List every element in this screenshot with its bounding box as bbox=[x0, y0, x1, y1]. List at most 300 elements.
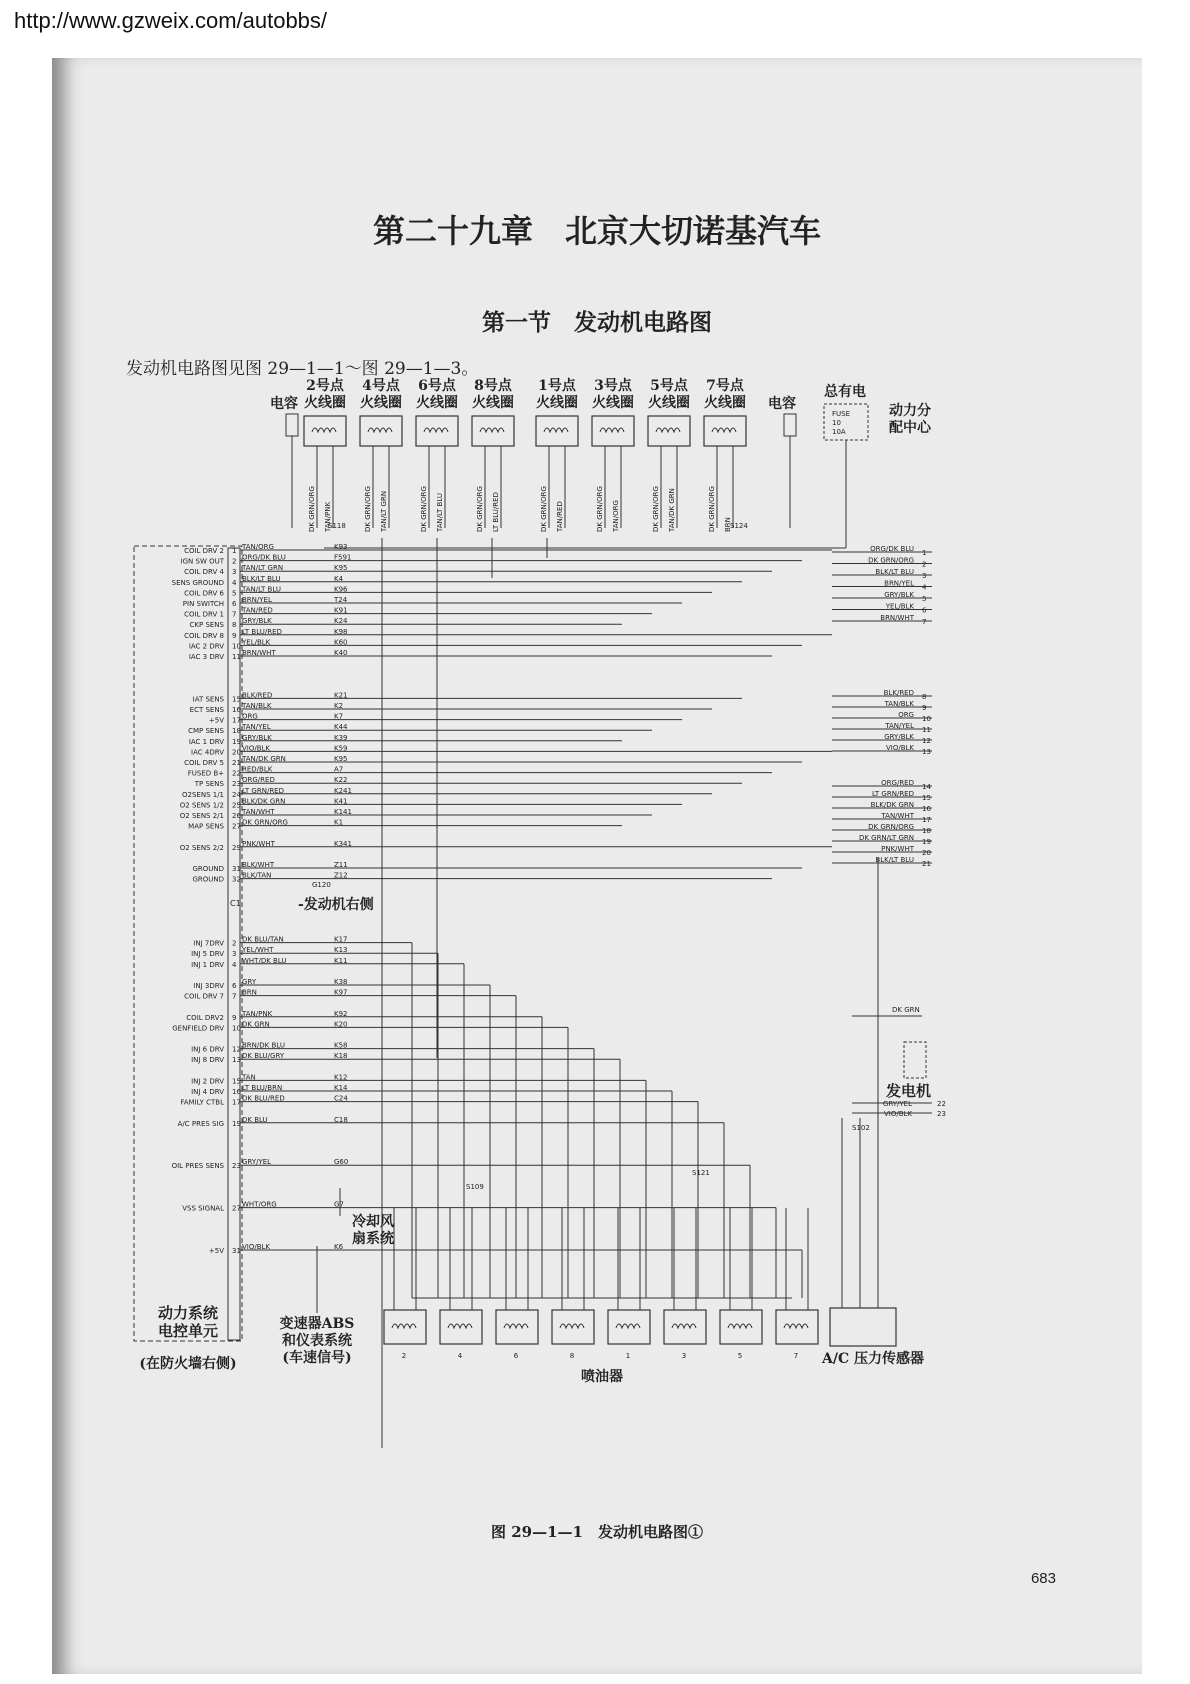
ecu-pin-number: 5 bbox=[232, 589, 237, 598]
trans-abs-label-line: (车速信号) bbox=[282, 1350, 352, 1366]
ecu-c-pin-wire-color: LT BLU/BRN bbox=[242, 1084, 283, 1092]
injector-box bbox=[776, 1310, 818, 1344]
right-pin-number: 14 bbox=[922, 783, 931, 791]
injector-number: 2 bbox=[401, 1352, 407, 1360]
right-pin-wire-color: ORG/RED bbox=[881, 779, 914, 787]
right-pin-number: 17 bbox=[922, 816, 931, 824]
right-pin-number: 15 bbox=[922, 794, 931, 802]
ecu-pin-name: CKP SENS bbox=[189, 621, 224, 630]
ecu-c-pin-code: G7 bbox=[334, 1200, 344, 1209]
ecu-pin-code: K98 bbox=[334, 627, 348, 636]
coil-wire-label: TAN/LT GRN bbox=[380, 490, 388, 532]
ecu-c-pin-name: INJ 7DRV bbox=[193, 939, 224, 948]
ecu-pin-code: K1 bbox=[334, 818, 344, 827]
coil-wire-label: TAN/PNK bbox=[324, 501, 332, 532]
ecu-pin-wire-color: BRN/YEL bbox=[242, 596, 272, 604]
injector-number: 4 bbox=[457, 1352, 463, 1360]
coil-winding-2 bbox=[368, 428, 392, 432]
right-pin-wire-color: DK GRN/ORG bbox=[868, 556, 914, 565]
ecu-c-pin-code: K17 bbox=[334, 935, 348, 944]
ecu-c-pin-code: K92 bbox=[334, 1009, 348, 1018]
ecu-pin-code: F591 bbox=[334, 553, 352, 562]
ecu-pin-number: 10 bbox=[232, 642, 241, 651]
ecu-pin-number: 22 bbox=[232, 769, 241, 778]
splice-s109: S109 bbox=[466, 1183, 484, 1191]
ecu-c-pin-name: +5V bbox=[208, 1247, 224, 1255]
ecu-c-pin-name: A/C PRES SIG bbox=[177, 1119, 224, 1128]
ecu-pin-number: 31 bbox=[232, 865, 241, 873]
coil-label-1-line: 2号点 bbox=[306, 378, 344, 394]
ecu-pin-code: K95 bbox=[334, 755, 348, 763]
right-pin-wire-color: TAN/BLK bbox=[884, 700, 914, 708]
ecu-pin-name: IAC 3 DRV bbox=[188, 653, 224, 661]
right-pin-wire-color: VIO/BLK bbox=[885, 744, 914, 752]
ecu-pin-wire-color: ORG/DK BLU bbox=[242, 553, 286, 562]
coil-box-1 bbox=[304, 416, 346, 446]
right-pin-wire-color: BLK/DK GRN bbox=[870, 801, 914, 809]
ecu-pin-number: 6 bbox=[232, 600, 237, 608]
ecu-c-pin-wire-color: WHT/ORG bbox=[242, 1200, 277, 1209]
ecu-c-pin-name: INJ 8 DRV bbox=[191, 1056, 224, 1065]
ecu-pin-code: K41 bbox=[334, 797, 348, 806]
right-pin-number: 6 bbox=[922, 606, 927, 615]
injector-number: 3 bbox=[681, 1352, 687, 1360]
ecu-c-pin-wire-color: TAN/PNK bbox=[242, 1009, 273, 1018]
chapter-title: 第二十九章 北京大切诺基汽车 bbox=[372, 212, 821, 250]
capacitor-right-label: 电容 bbox=[768, 396, 796, 412]
ecu-label bbox=[158, 1304, 218, 1340]
ecu-pin-code: K7 bbox=[334, 712, 344, 721]
right-pin-number: 9 bbox=[922, 704, 927, 712]
intro-text: 发动机电路图见图 29—1—1～图 29—1—3。 bbox=[126, 359, 479, 379]
ecu-pin-number: 18 bbox=[232, 727, 241, 736]
ecu-pin-name: TP SENS bbox=[194, 780, 224, 789]
injector-winding bbox=[616, 1324, 640, 1328]
ecu-location: (在防火墙右侧) bbox=[139, 1356, 237, 1372]
coil-wire-label: DK GRN/ORG bbox=[364, 486, 372, 532]
ecu-pin-code: K96 bbox=[334, 585, 348, 594]
ecu-pin-wire-color: BLK/TAN bbox=[242, 871, 272, 880]
ecu-c-pin-number: 17 bbox=[232, 1098, 241, 1107]
generator-pin-wire: GRY/YEL bbox=[882, 1100, 912, 1108]
coil-winding-4 bbox=[480, 428, 504, 432]
ecu-pin-name: IAC 1 DRV bbox=[188, 737, 224, 746]
trans-abs-label-line: 变速器ABS bbox=[279, 1316, 355, 1332]
ecu-c-pin-number: 10 bbox=[232, 1024, 241, 1033]
ecu-pin-code: A7 bbox=[334, 765, 344, 774]
coil-box-8 bbox=[704, 416, 746, 446]
ecu-pin-code: K22 bbox=[334, 776, 348, 785]
coil-label-5-line: 火线圈 bbox=[536, 395, 578, 411]
ecu-pin-code: K21 bbox=[334, 691, 348, 700]
injector-number: 5 bbox=[737, 1352, 743, 1360]
ecu-pin-number: 32 bbox=[232, 875, 241, 884]
ecu-c-pin-name: VSS SIGNAL bbox=[182, 1204, 224, 1213]
ecu-c-pin-wire-color: DK BLU/TAN bbox=[242, 935, 284, 944]
ecu-pin-number: 24 bbox=[232, 790, 241, 799]
ecu-pin-number: 25 bbox=[232, 801, 241, 810]
right-pin-wire-color: BLK/LT BLU bbox=[875, 568, 914, 576]
ecu-pin-name: COIL DRV 4 bbox=[184, 568, 224, 577]
coil-winding-7 bbox=[656, 428, 680, 432]
ecu-c-pin-wire-color: BRN bbox=[242, 988, 257, 997]
capacitor-left-label: 电容 bbox=[270, 396, 298, 412]
ecu-pin-wire-color: PNK/WHT bbox=[242, 839, 275, 848]
generator-label: 发电机 bbox=[886, 1082, 932, 1100]
ecu-pin-wire-color: LT GRN/RED bbox=[242, 786, 284, 795]
ecu-c-pin-code: G60 bbox=[334, 1158, 349, 1167]
right-pin-wire-color: DK GRN/LT GRN bbox=[858, 834, 914, 842]
coil-wire-label: DK GRN/ORG bbox=[540, 486, 548, 532]
coil-winding-6 bbox=[600, 428, 624, 432]
right-pin-number: 1 bbox=[922, 549, 927, 557]
ecu-c-pin-wire-color: GRY bbox=[242, 978, 257, 986]
ecu-pin-name: PIN SWITCH bbox=[182, 600, 224, 608]
injector-box bbox=[496, 1310, 538, 1344]
connector-c1-label: C1 bbox=[230, 899, 241, 908]
ecu-c-pin-wire-color: BRN/DK BLU bbox=[242, 1041, 285, 1050]
coil-label-7-line: 火线圈 bbox=[648, 395, 690, 411]
coil-label-2-line: 4号点 bbox=[362, 378, 400, 394]
coil-wire-label: DK GRN/ORG bbox=[652, 486, 660, 532]
page-number: 683 bbox=[1030, 1570, 1056, 1587]
coil-label-5-line: 1号点 bbox=[538, 378, 576, 394]
right-pin-wire-color: YEL/BLK bbox=[885, 602, 914, 611]
coil-wire-label: TAN/LT BLU bbox=[436, 492, 444, 532]
coil-box-6 bbox=[592, 416, 634, 446]
right-pin-wire-color: BLK/RED bbox=[883, 689, 914, 697]
ecu-pin-number: 8 bbox=[232, 621, 237, 630]
ecu-pin-wire-color: TAN/DK GRN bbox=[242, 755, 286, 763]
ecu-c-pin-name: INJ 1 DRV bbox=[191, 960, 224, 969]
ecu-pin-name: GROUND bbox=[192, 875, 224, 884]
coil-label-6 bbox=[592, 377, 634, 411]
ecu-pin-code: K40 bbox=[334, 649, 348, 657]
right-pin-number: 20 bbox=[922, 849, 931, 857]
ecu-c-pin-code: K13 bbox=[334, 946, 348, 955]
ecu-pin-wire-color: TAN/YEL bbox=[242, 723, 271, 732]
ecu-c-pin-wire-color: TAN bbox=[242, 1073, 256, 1082]
coil-label-2 bbox=[360, 377, 402, 411]
ecu-pin-wire-color: BLK/LT BLU bbox=[242, 574, 281, 583]
right-pin-wire-color: BRN/YEL bbox=[884, 579, 914, 588]
ecu-pin-code: K44 bbox=[334, 723, 348, 732]
coil-wire-label: TAN/RED bbox=[556, 501, 564, 532]
coil-box-3 bbox=[416, 416, 458, 446]
generator-pin-number: 22 bbox=[937, 1100, 946, 1108]
ecu-c-pin-number: 6 bbox=[232, 982, 237, 990]
coil-box-5 bbox=[536, 416, 578, 446]
right-pin-wire-color: BLK/LT BLU bbox=[875, 856, 914, 864]
ecu-pin-code: K93 bbox=[334, 543, 348, 551]
section-title: 第一节 发动机电路图 bbox=[482, 309, 712, 336]
ecu-pin-name: GROUND bbox=[192, 865, 224, 873]
ecu-c-pin-name: INJ 2 DRV bbox=[191, 1077, 224, 1086]
splice-s124: S124 bbox=[730, 522, 748, 530]
page-url: http://www.gzweix.com/autobbs/ bbox=[14, 8, 328, 33]
ecu-pin-wire-color: RED/BLK bbox=[242, 765, 273, 774]
coil-wire-label: TAN/DK GRN bbox=[668, 488, 676, 532]
ecu-pin-wire-color: TAN/WHT bbox=[242, 808, 275, 816]
ecu-c-pin-number: 31 bbox=[232, 1247, 241, 1255]
ecu-c-pin-number: 23 bbox=[232, 1162, 241, 1171]
ecu-pin-code: K95 bbox=[334, 564, 348, 573]
ecu-pin-name: O2 SENS 2/1 bbox=[179, 812, 224, 820]
right-pin-wire-color: GRY/BLK bbox=[884, 733, 914, 741]
right-pin-number: 7 bbox=[922, 618, 927, 626]
injector-winding bbox=[392, 1324, 416, 1328]
ecu-pin-wire-color: BRN/WHT bbox=[242, 649, 276, 657]
ecu-c-pin-code: K38 bbox=[334, 978, 348, 986]
coil-label-4 bbox=[472, 377, 514, 411]
injector-winding bbox=[728, 1324, 752, 1328]
ecu-c-pin-number: 12 bbox=[232, 1045, 241, 1054]
right-pin-wire-color: PNK/WHT bbox=[881, 845, 914, 853]
coil-winding-3 bbox=[424, 428, 448, 432]
ac-sensor-label: A/C 压力传感器 bbox=[822, 1351, 924, 1367]
generator-box bbox=[904, 1042, 926, 1078]
injector-box bbox=[384, 1310, 426, 1344]
generator-pin-wire: VIO/BLK bbox=[883, 1110, 912, 1118]
generator-pin-number: 23 bbox=[937, 1110, 946, 1118]
ecu-pin-wire-color: ORG/RED bbox=[242, 776, 275, 785]
right-pin-number: 8 bbox=[922, 693, 927, 701]
ecu-pin-code: Z11 bbox=[334, 861, 348, 869]
coil-label-7 bbox=[648, 377, 690, 411]
ecu-pin-name: IAC 4DRV bbox=[191, 748, 224, 757]
ecu-pin-name: COIL DRV 6 bbox=[184, 589, 224, 598]
coil-wire-label: BRN bbox=[724, 517, 732, 532]
ecu-c-pin-wire-color: DK BLU/RED bbox=[242, 1094, 285, 1103]
ecu-c-pin-wire-color: YEL/WHT bbox=[242, 946, 274, 955]
ecu-pin-number: 15 bbox=[232, 695, 241, 704]
coil-wire-label: DK GRN/ORG bbox=[420, 486, 428, 532]
ecu-c-pin-name: OIL PRES SENS bbox=[171, 1162, 224, 1171]
ecu-pin-code: K4 bbox=[334, 574, 344, 583]
scanned-page bbox=[52, 58, 1142, 1674]
right-pin-wire-color: DK GRN/ORG bbox=[868, 823, 914, 831]
right-pin-number: 2 bbox=[922, 560, 927, 569]
ecu-pin-name: ECT SENS bbox=[189, 706, 224, 714]
ecu-pin-number: 1 bbox=[232, 547, 237, 555]
ecu-pin-wire-color: TAN/BLK bbox=[242, 702, 272, 710]
ecu-c-pin-code: K12 bbox=[334, 1073, 348, 1082]
ecu-pin-code: K59 bbox=[334, 744, 348, 753]
ecu-c-pin-wire-color: WHT/DK BLU bbox=[242, 956, 287, 965]
coil-label-4-line: 火线圈 bbox=[472, 395, 514, 411]
ecu-pin-number: 21 bbox=[232, 759, 241, 767]
coil-label-3 bbox=[416, 377, 458, 411]
coil-winding-5 bbox=[544, 428, 568, 432]
cooling-fan-label-line: 扇系统 bbox=[352, 1231, 394, 1247]
ecu-pin-number: 17 bbox=[232, 716, 241, 725]
right-pin-number: 4 bbox=[922, 583, 927, 592]
injector-box bbox=[440, 1310, 482, 1344]
ecu-c-pin-number: 4 bbox=[232, 960, 237, 969]
trans-abs-label bbox=[280, 1315, 355, 1366]
ecu-c-pin-code: K11 bbox=[334, 956, 348, 965]
ecu-c-pin-name: INJ 4 DRV bbox=[191, 1088, 224, 1096]
ac-sensor-box bbox=[830, 1308, 896, 1346]
ecu-pin-number: 29 bbox=[232, 843, 241, 852]
ecu-pin-name: COIL DRV 1 bbox=[184, 610, 224, 619]
ecu-pin-code: K341 bbox=[334, 839, 352, 848]
coil-label-1-line: 火线圈 bbox=[304, 395, 346, 411]
coil-winding-8 bbox=[712, 428, 736, 432]
coil-winding-1 bbox=[312, 428, 336, 432]
right-pin-number: 16 bbox=[922, 805, 931, 813]
ecu-pin-number: 26 bbox=[232, 812, 241, 820]
cooling-fan-label-line: 冷却风 bbox=[352, 1214, 394, 1230]
ecu-pin-name: O2 SENS 2/2 bbox=[179, 843, 224, 852]
ecu-c-pin-name: COIL DRV 7 bbox=[184, 992, 224, 1001]
splice-s121: S121 bbox=[692, 1169, 710, 1177]
injector-winding bbox=[784, 1324, 808, 1328]
injector-box bbox=[608, 1310, 650, 1344]
coil-label-1 bbox=[304, 377, 346, 411]
injector-label: 喷油器 bbox=[581, 1369, 623, 1385]
ecu-pin-name: IAC 2 DRV bbox=[188, 642, 224, 651]
right-pin-number: 3 bbox=[922, 572, 927, 580]
engine-wiring-diagram bbox=[52, 58, 1142, 1674]
ecu-pin-code: K39 bbox=[334, 733, 348, 742]
ecu-c-pin-name: INJ 6 DRV bbox=[191, 1045, 224, 1054]
ecu-c-pin-code: K58 bbox=[334, 1041, 348, 1050]
ecu-pin-number: 20 bbox=[232, 748, 241, 757]
capacitor-right bbox=[784, 414, 796, 436]
right-pin-number: 21 bbox=[922, 860, 931, 868]
ecu-pin-name: COIL DRV 8 bbox=[184, 631, 224, 640]
ecu-pin-code: Z12 bbox=[334, 871, 348, 880]
injector-winding bbox=[448, 1324, 472, 1328]
ecu-pin-wire-color: GRY/BLK bbox=[242, 733, 272, 742]
ecu-c-pin-code: C24 bbox=[334, 1094, 348, 1103]
right-pin-wire-color: TAN/YEL bbox=[885, 722, 914, 730]
ecu-pin-wire-color: YEL/BLK bbox=[242, 638, 271, 647]
injector-number: 7 bbox=[793, 1352, 799, 1360]
coil-label-3-line: 6号点 bbox=[418, 378, 456, 394]
right-pin-wire-color: LT GRN/RED bbox=[872, 790, 914, 798]
ecu-pin-wire-color: LT BLU/RED bbox=[242, 627, 282, 636]
ecu-c-pin-number: 16 bbox=[232, 1088, 241, 1096]
ecu-pin-name: CMP SENS bbox=[188, 727, 224, 736]
ecu-c-pin-name: INJ 5 DRV bbox=[191, 950, 224, 959]
ecu-c-pin-name: COIL DRV2 bbox=[186, 1013, 224, 1022]
injector-number: 8 bbox=[569, 1352, 575, 1360]
injector-box bbox=[664, 1310, 706, 1344]
ecu-c-pin-code: K14 bbox=[334, 1084, 348, 1092]
ecu-c-pin-code: K97 bbox=[334, 988, 348, 997]
ecu-c-pin-number: 19 bbox=[232, 1119, 241, 1128]
ecu-pin-number: 11 bbox=[232, 653, 241, 661]
ecu-pin-wire-color: ORG bbox=[242, 712, 258, 721]
pdc-label-line: 配中心 bbox=[889, 420, 931, 436]
ecu-pin-name: MAP SENS bbox=[188, 822, 224, 831]
coil-box-4 bbox=[472, 416, 514, 446]
pdc-label-line: 动力分 bbox=[889, 403, 931, 419]
pdc-label bbox=[889, 402, 932, 436]
ecu-pin-code: K241 bbox=[334, 786, 352, 795]
ecu-pin-wire-color: TAN/RED bbox=[242, 606, 273, 615]
ecu-pin-wire-color: TAN/LT BLU bbox=[242, 585, 282, 594]
injector-number: 1 bbox=[625, 1352, 631, 1360]
right-pin-number: 12 bbox=[922, 737, 931, 745]
ecu-pin-number: 2 bbox=[232, 557, 237, 566]
ecu-c-pin-number: 7 bbox=[232, 992, 237, 1001]
fuse-label: 总有电 bbox=[824, 384, 866, 400]
ecu-pin-code: K141 bbox=[334, 808, 352, 816]
ecu-pin-number: 3 bbox=[232, 568, 237, 577]
coil-label-7-line: 5号点 bbox=[650, 378, 688, 394]
coil-wire-label: DK GRN/ORG bbox=[708, 486, 716, 532]
right-pin-wire-color: GRY/BLK bbox=[884, 591, 914, 599]
ecu-pin-number: 4 bbox=[232, 578, 237, 587]
ecu-c-pin-code: K6 bbox=[334, 1243, 344, 1251]
ground-note: -发动机右侧 bbox=[298, 897, 374, 913]
injector-winding bbox=[672, 1324, 696, 1328]
splice-s102: S102 bbox=[852, 1124, 870, 1132]
ecu-c-pin-wire-color: DK GRN bbox=[242, 1020, 270, 1029]
ecu-pin-name: SENS GROUND bbox=[171, 578, 224, 587]
ecu-c-pin-number: 3 bbox=[232, 950, 237, 959]
right-pin-number: 19 bbox=[922, 838, 931, 846]
fuse-text: FUSE bbox=[832, 410, 851, 418]
right-pin-wire-color: TAN/WHT bbox=[881, 812, 914, 820]
right-pin-wire-color: ORG/DK BLU bbox=[870, 545, 914, 553]
ecu-pin-name: O2 SENS 1/2 bbox=[179, 801, 224, 810]
ecu-c-pin-wire-color: DK BLU/GRY bbox=[242, 1052, 285, 1061]
ecu-pin-name: IAT SENS bbox=[192, 695, 224, 704]
coil-label-5 bbox=[536, 377, 578, 411]
coil-label-8 bbox=[704, 377, 746, 411]
ecu-pin-code: T24 bbox=[334, 596, 348, 604]
figure-caption: 图 29—1—1 发动机电路图① bbox=[491, 1523, 703, 1541]
ecu-pin-name: O2SENS 1/1 bbox=[182, 790, 224, 799]
coil-wire-label: DK GRN/ORG bbox=[308, 486, 316, 532]
ecu-c-pin-name: INJ 3DRV bbox=[193, 982, 224, 990]
ecu-pin-wire-color: BLK/RED bbox=[242, 691, 273, 700]
trans-abs-label-line: 和仪表系统 bbox=[282, 1333, 352, 1349]
ecu-pin-name: IGN SW OUT bbox=[180, 557, 224, 566]
right-pin-number: 18 bbox=[922, 827, 931, 835]
generator-wire: DK GRN bbox=[892, 1006, 920, 1014]
coil-wire-label: TAN/ORG bbox=[612, 500, 620, 532]
coil-label-6-line: 3号点 bbox=[594, 378, 632, 394]
coil-wire-label: DK GRN/ORG bbox=[596, 486, 604, 532]
ecu-pin-wire-color: TAN/ORG bbox=[242, 543, 274, 551]
ecu-pin-number: 16 bbox=[232, 706, 241, 714]
coil-label-6-line: 火线圈 bbox=[592, 395, 634, 411]
cooling-fan-label bbox=[352, 1213, 395, 1247]
ecu-c-pin-code: K20 bbox=[334, 1020, 348, 1029]
right-pin-number: 10 bbox=[922, 715, 931, 723]
right-pin-wire-color: BRN/WHT bbox=[880, 614, 914, 622]
ecu-c-pin-wire-color: VIO/BLK bbox=[242, 1243, 271, 1251]
ecu-pin-name: COIL DRV 5 bbox=[184, 759, 224, 767]
ecu-box bbox=[134, 546, 242, 1341]
ecu-pin-number: 7 bbox=[232, 610, 237, 619]
ecu-label-line: 动力系统 bbox=[157, 1304, 219, 1322]
ecu-c-pin-number: 15 bbox=[232, 1077, 241, 1086]
ecu-pin-number: 23 bbox=[232, 780, 241, 789]
coil-box-7 bbox=[648, 416, 690, 446]
injector-box bbox=[720, 1310, 762, 1344]
right-pin-number: 5 bbox=[922, 595, 927, 603]
coil-label-8-line: 7号点 bbox=[706, 378, 744, 394]
ecu-pin-code: K2 bbox=[334, 702, 344, 710]
coil-label-2-line: 火线圈 bbox=[360, 395, 402, 411]
ecu-pin-wire-color: BLK/DK GRN bbox=[242, 797, 286, 806]
